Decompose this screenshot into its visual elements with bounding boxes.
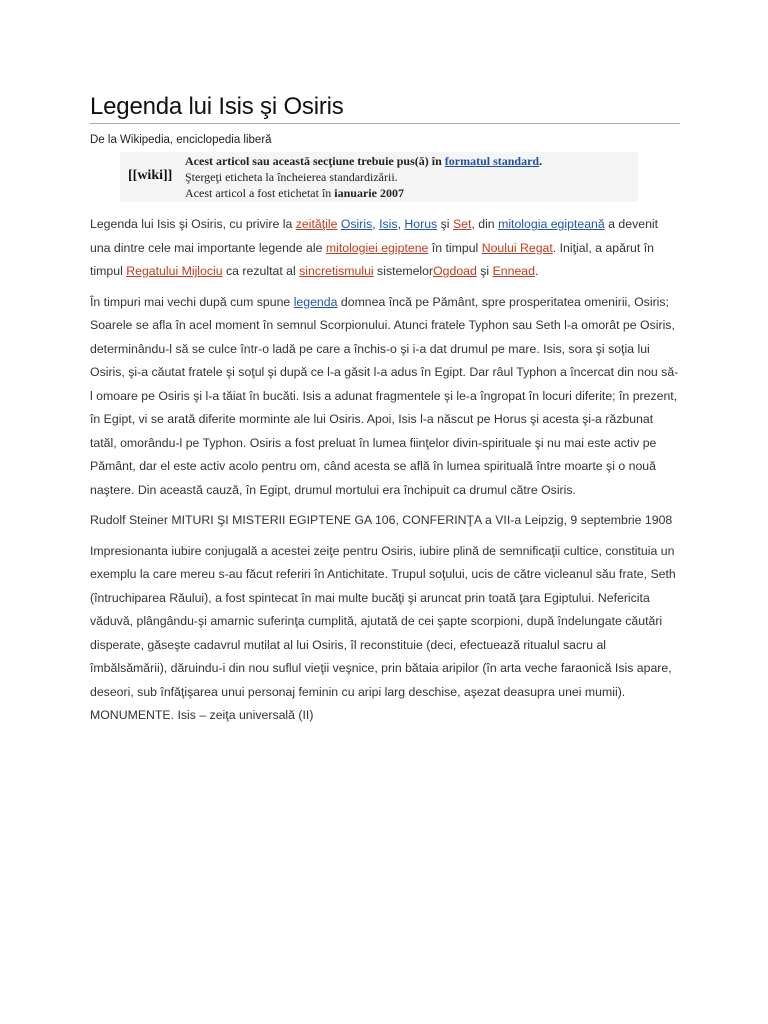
set-link[interactable]: Set bbox=[452, 217, 472, 231]
text: . Iniţial, a apărut în timpul bbox=[90, 240, 654, 278]
mitologia-egipteana-link[interactable]: mitologia egipteană bbox=[498, 217, 605, 231]
text: a devenit una dintre cele mai importante legende ale bbox=[90, 217, 659, 255]
text: , bbox=[372, 217, 380, 231]
isis-paragraph: Impresionanta iubire conjugală a acestei zeiţe pentru Osiris, iubire plină de semnificaţii cultice, constituia un exemplu la care mereu s-au făcut referiri în Antichitate. Trupul soţului, ucis de către vicleanul său frate, Seth (întruchiparea Răului), a fost spintecat în mai multe bucăţi şi aruncat prin toată ţara Egiptului. Nefericita văduvă, plângându-şi amarnic suferinţa cumplită, ajutată de cei şapte scorpioni, după îndelungate căutări disperate, găseşte cadavrul mutilat al lui Osiris, îl reconstituie (deci, efectuează ritualul sacru al îmbălsămării), dăruindu-i din nou suflul vieţii veşnice, prin bătaia aripilor (în arta veche faraonică Isis apare, deseori, sub înfăţişarea unui personaj feminin cu aripi larg deschise, aşezat deasupra unei mumii). MONUMENTE. Isis – zeiţa universală (II) bbox=[90, 543, 676, 722]
text: domnea încă pe Pământ, spre prosperitatea omenirii, Osiris; Soarele se afla în acel moment în semnul Scorpionului. Atunci fratele Typhon sau Seth l-a omorât pe Osiris, determinându-l să se culce într-o ladă pe care a închis-o şi i-a dat drumul pe mare. Isis, sora şi soţia lui Osiris, şi-a căutat fratele şi soţul şi după ce l-a găsit l-a adus în Egipt. Dar râul Typhon a încercat din nou să-l omoare pe Osiris şi l-a tăiat în bucăti. Isis a adunat fragmentele şi le-a îngropat în locuri diferite; în prezent, în Egipt, vi se arată diferite morminte ale lui Osiris. Apoi, Isis l-a născut pe Horus şi acesta şi-a răzbunat tatăl, omorându-l pe Typhon. Osiris a fost preluat în lumea fiinţelor divin-spirituale şi nu mai este activ pe Pământ, dar el este activ acolo pentru om, când acesta se află în lumea spirituală între moarte şi o nouă naştere. Din această cauză, în Egipt, drumul mortului era închipuit ca drumul către Osiris. bbox=[90, 294, 679, 497]
text: Legenda lui Isis şi Osiris, cu privire la bbox=[90, 217, 296, 231]
page-title: Legenda lui Isis şi Osiris bbox=[90, 92, 680, 124]
notice-line-2: Ştergeţi eticheta la încheierea standardizării. bbox=[185, 170, 398, 184]
regatului-mijlociu-link[interactable]: Regatului Mijlociu bbox=[126, 264, 223, 278]
sincretismului-link[interactable]: sincretismului bbox=[299, 264, 374, 278]
zeitatile-link[interactable]: zeităţile bbox=[295, 217, 338, 231]
legend-paragraph bbox=[90, 291, 680, 503]
citation: Rudolf Steiner MITURI ŞI MISTERII EGIPTENE GA 106, CONFERINŢA a VII-a Leipzig, 9 septembrie 1908 bbox=[90, 513, 673, 527]
notice-line-3-text: Acest articol a fost etichetat în bbox=[185, 186, 335, 200]
legenda-link[interactable]: legenda bbox=[293, 294, 338, 309]
horus-link[interactable]: Horus bbox=[404, 217, 438, 231]
osiris-link[interactable]: Osiris bbox=[340, 217, 373, 231]
noului-regat-link[interactable]: Noului Regat bbox=[481, 240, 553, 255]
notice-line-3 bbox=[185, 185, 542, 201]
notice-text bbox=[185, 153, 542, 201]
text: . bbox=[534, 264, 539, 278]
notice-date: ianuarie 2007 bbox=[334, 186, 404, 200]
isis-link[interactable]: Isis bbox=[379, 217, 398, 231]
article bbox=[90, 92, 680, 728]
ogdoad-link[interactable]: Ogdoad bbox=[433, 264, 477, 278]
notice-line-1-text: Acest articol sau această secţiune trebuie pus(ă) în bbox=[185, 154, 445, 168]
notice-line-1-end: . bbox=[539, 154, 543, 168]
text: , din bbox=[471, 217, 499, 231]
page-subtitle: De la Wikipedia, enciclopedia liberă bbox=[90, 134, 272, 146]
text: sistemelor bbox=[373, 264, 434, 278]
notice-line-1 bbox=[185, 153, 542, 169]
text: În timpuri mai vechi după cum spune bbox=[90, 294, 294, 309]
standard-format-link[interactable]: formatul standard bbox=[444, 154, 540, 168]
text: ca rezultat al bbox=[222, 264, 300, 278]
text: şi bbox=[476, 264, 493, 278]
text: , bbox=[397, 217, 405, 231]
text: în timpul bbox=[428, 240, 482, 255]
ennead-link[interactable]: Ennead bbox=[492, 264, 535, 278]
intro-paragraph bbox=[90, 213, 680, 284]
wiki-tag: [[wiki]] bbox=[128, 168, 173, 183]
notice-box bbox=[120, 152, 638, 202]
text: şi bbox=[437, 217, 453, 231]
mitologiei-egiptene-link[interactable]: mitologiei egiptene bbox=[325, 240, 429, 255]
